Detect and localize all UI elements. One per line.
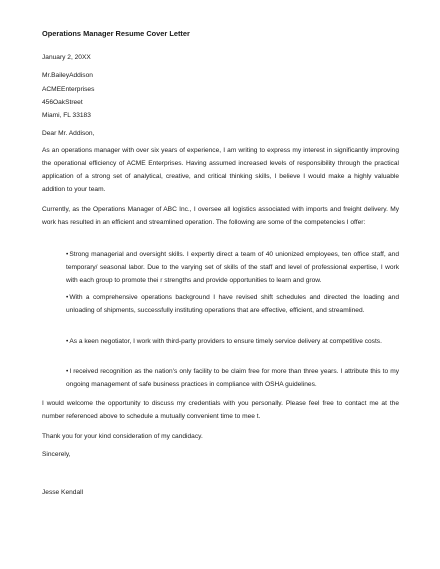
competency-bullet bbox=[66, 291, 399, 317]
bullet-mark: • bbox=[66, 294, 69, 301]
recipient-company: ACMEEnterprises bbox=[42, 86, 95, 93]
intro-paragraph: As an operations manager with over six years of experience, I am writing to express my interest in significantly improving the operational efficiency of ACME Enterprises. Having assumed increased levels of responsibility through the practical application of a strong set of analytical, creative, and critical thinking skills, I believe I would make a highly valuable addition to your team. bbox=[42, 147, 399, 194]
bullet-text: Strong managerial and oversight skills. I expertly direct a team of 40 unionized employees, ten office staff, and temporary/ seasonal labor. Due to the varying set of skills of the staff and level of professional expertise, I work with each group to promote thei r strengths and provide opportunities to learn and grow. bbox=[66, 251, 399, 285]
recipient-street: 456OakStreet bbox=[42, 99, 83, 106]
competency-bullet bbox=[66, 365, 399, 391]
bullet-mark: • bbox=[66, 251, 69, 258]
bullet-text: With a comprehensive operations background I have revised shift schedules and directed the loading and unloading of shipments, successfully instituting operations that are effective, efficient, and streamlined. bbox=[66, 294, 399, 315]
bullet-text: I received recognition as the nation's only facility to be claim free for more than three years. I attribute this to my ongoing management of safe business practices in compliance with OSHA guidelines. bbox=[66, 368, 399, 389]
salutation: Dear Mr. Addison, bbox=[42, 130, 95, 137]
current-role-paragraph: Currently, as the Operations Manager of ABC Inc., I oversee all logistics associated with imports and freight delivery. My work has resulted in an efficient and streamlined operation. The following are some of the competencies I offer: bbox=[42, 206, 399, 227]
bullet-mark: • bbox=[66, 368, 69, 375]
signature-name: Jesse Kendall bbox=[42, 489, 84, 496]
document-title: Operations Manager Resume Cover Letter bbox=[42, 29, 190, 38]
thanks-line: Thank you for your kind consideration of my candidacy. bbox=[42, 433, 203, 440]
competency-bullet bbox=[66, 335, 399, 348]
letter-date: January 2, 20XX bbox=[42, 54, 91, 61]
competency-bullet bbox=[66, 248, 399, 287]
closing-paragraph: I would welcome the opportunity to discuss my credentials with you personally. Please feel free to contact me at the number referenced above to schedule a mutually convenient time to mee t. bbox=[42, 400, 399, 421]
bullet-mark: • bbox=[66, 338, 69, 345]
bullet-text: As a keen negotiator, I work with third-party providers to ensure timely service delivery at competitive costs. bbox=[69, 338, 382, 345]
recipient-city: Miami, FL 33183 bbox=[42, 112, 91, 119]
closing-line: Sincerely, bbox=[42, 451, 71, 458]
recipient-name: Mr.BaileyAddison bbox=[42, 72, 93, 79]
